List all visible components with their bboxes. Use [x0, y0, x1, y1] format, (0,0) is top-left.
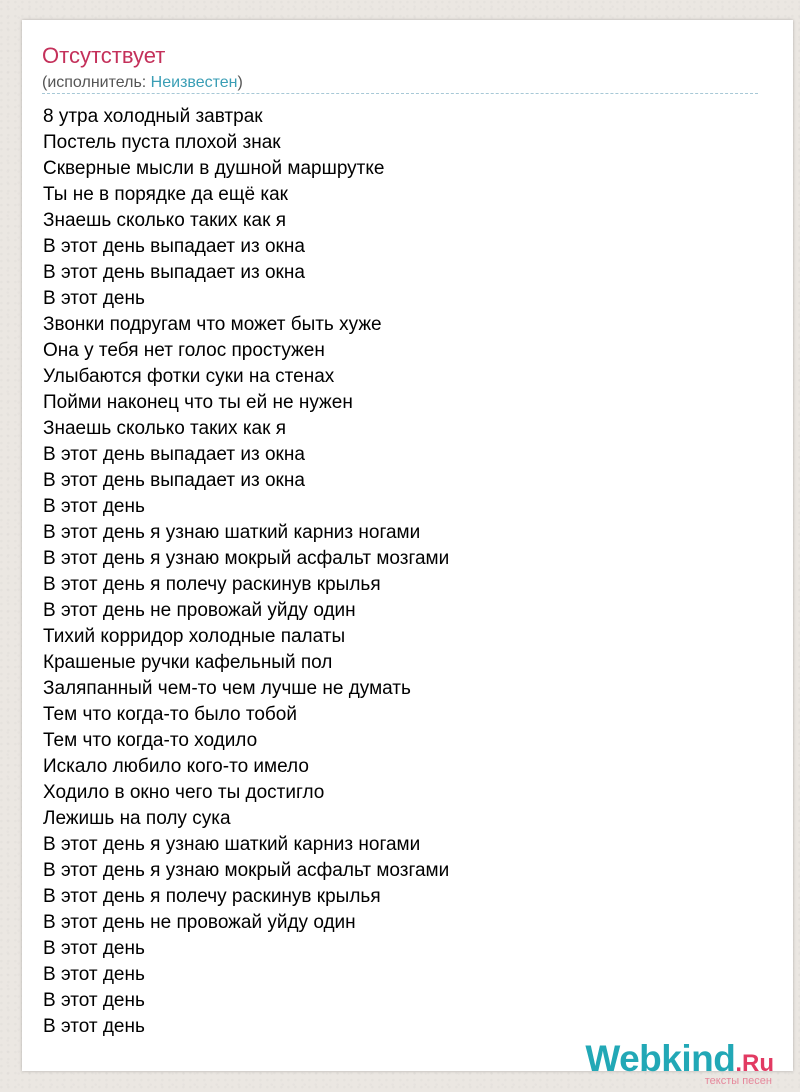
lyric-line: Знаешь сколько таких как я	[43, 210, 286, 231]
lyric-line: В этот день выпадает из окна	[43, 262, 305, 283]
lyric-line: Ты не в порядке да ещё как	[43, 184, 288, 205]
title-divider	[42, 93, 758, 94]
brand-name: Webkind	[585, 1038, 736, 1079]
lyric-line: В этот день я полечу раскинув крылья	[43, 574, 381, 595]
lyric-line: В этот день не провожай уйду один	[43, 600, 356, 621]
lyric-line: Тем что когда-то было тобой	[43, 704, 297, 725]
lyric-line: Тем что когда-то ходило	[43, 730, 258, 751]
lyric-line: Знаешь сколько таких как я	[43, 418, 286, 439]
lyric-line: В этот день	[43, 288, 145, 309]
lyric-line: Крашеные ручки кафельный пол	[43, 652, 333, 673]
lyric-line: В этот день	[43, 990, 145, 1011]
lyric-line: В этот день	[43, 1016, 145, 1037]
brand-tld: .Ru	[735, 1050, 774, 1077]
lyric-line: В этот день я узнаю мокрый асфальт мозгами	[43, 548, 450, 569]
lyric-line: Улыбаются фотки суки на стенах	[43, 366, 335, 387]
song-title: Отсутствует	[42, 43, 166, 68]
lyrics-sheet	[22, 20, 793, 1071]
lyric-line: Звонки подругам что может быть хуже	[43, 314, 382, 335]
lyric-line: В этот день я полечу раскинув крылья	[43, 886, 381, 907]
lyric-line: В этот день я узнаю шаткий карниз ногами	[43, 834, 421, 855]
lyric-line: Лежишь на полу сука	[43, 808, 231, 829]
lyric-line: Скверные мысли в душной маршрутке	[43, 158, 385, 179]
lyric-line: Ходило в окно чего ты достигло	[43, 782, 325, 803]
lyric-line: В этот день	[43, 964, 145, 985]
lyric-line: В этот день выпадает из окна	[43, 470, 305, 491]
lyric-line: Заляпанный чем-то чем лучше не думать	[43, 678, 411, 699]
lyric-line: В этот день	[43, 938, 145, 959]
lyric-line: Она у тебя нет голос простужен	[43, 340, 325, 361]
brand-logo[interactable]	[585, 1038, 774, 1087]
artist-line	[42, 73, 243, 93]
lyric-line: Искало любило кого-то имело	[43, 756, 309, 777]
artist-link[interactable]: Неизвестен	[150, 74, 238, 91]
lyric-line: В этот день не провожай уйду один	[43, 912, 356, 933]
lyric-line: В этот день выпадает из окна	[43, 236, 305, 257]
lyric-line: В этот день выпадает из окна	[43, 444, 305, 465]
lyric-line: Тихий корридор холодные палаты	[43, 626, 346, 647]
lyric-line: В этот день	[43, 496, 145, 517]
lyric-line: Постель пуста плохой знак	[43, 132, 281, 153]
lyric-line: В этот день я узнаю шаткий карниз ногами	[43, 522, 421, 543]
lyric-line: 8 утра холодный завтрак	[43, 106, 263, 127]
lyric-line: В этот день я узнаю мокрый асфальт мозгами	[43, 860, 450, 881]
brand-tagline: тексты песен	[704, 1075, 772, 1087]
lyric-line: Пойми наконец что ты ей не нужен	[43, 392, 353, 413]
artist-prefix: (исполнитель:	[42, 74, 151, 91]
lyrics-list	[43, 104, 449, 1040]
artist-suffix: )	[237, 74, 243, 91]
